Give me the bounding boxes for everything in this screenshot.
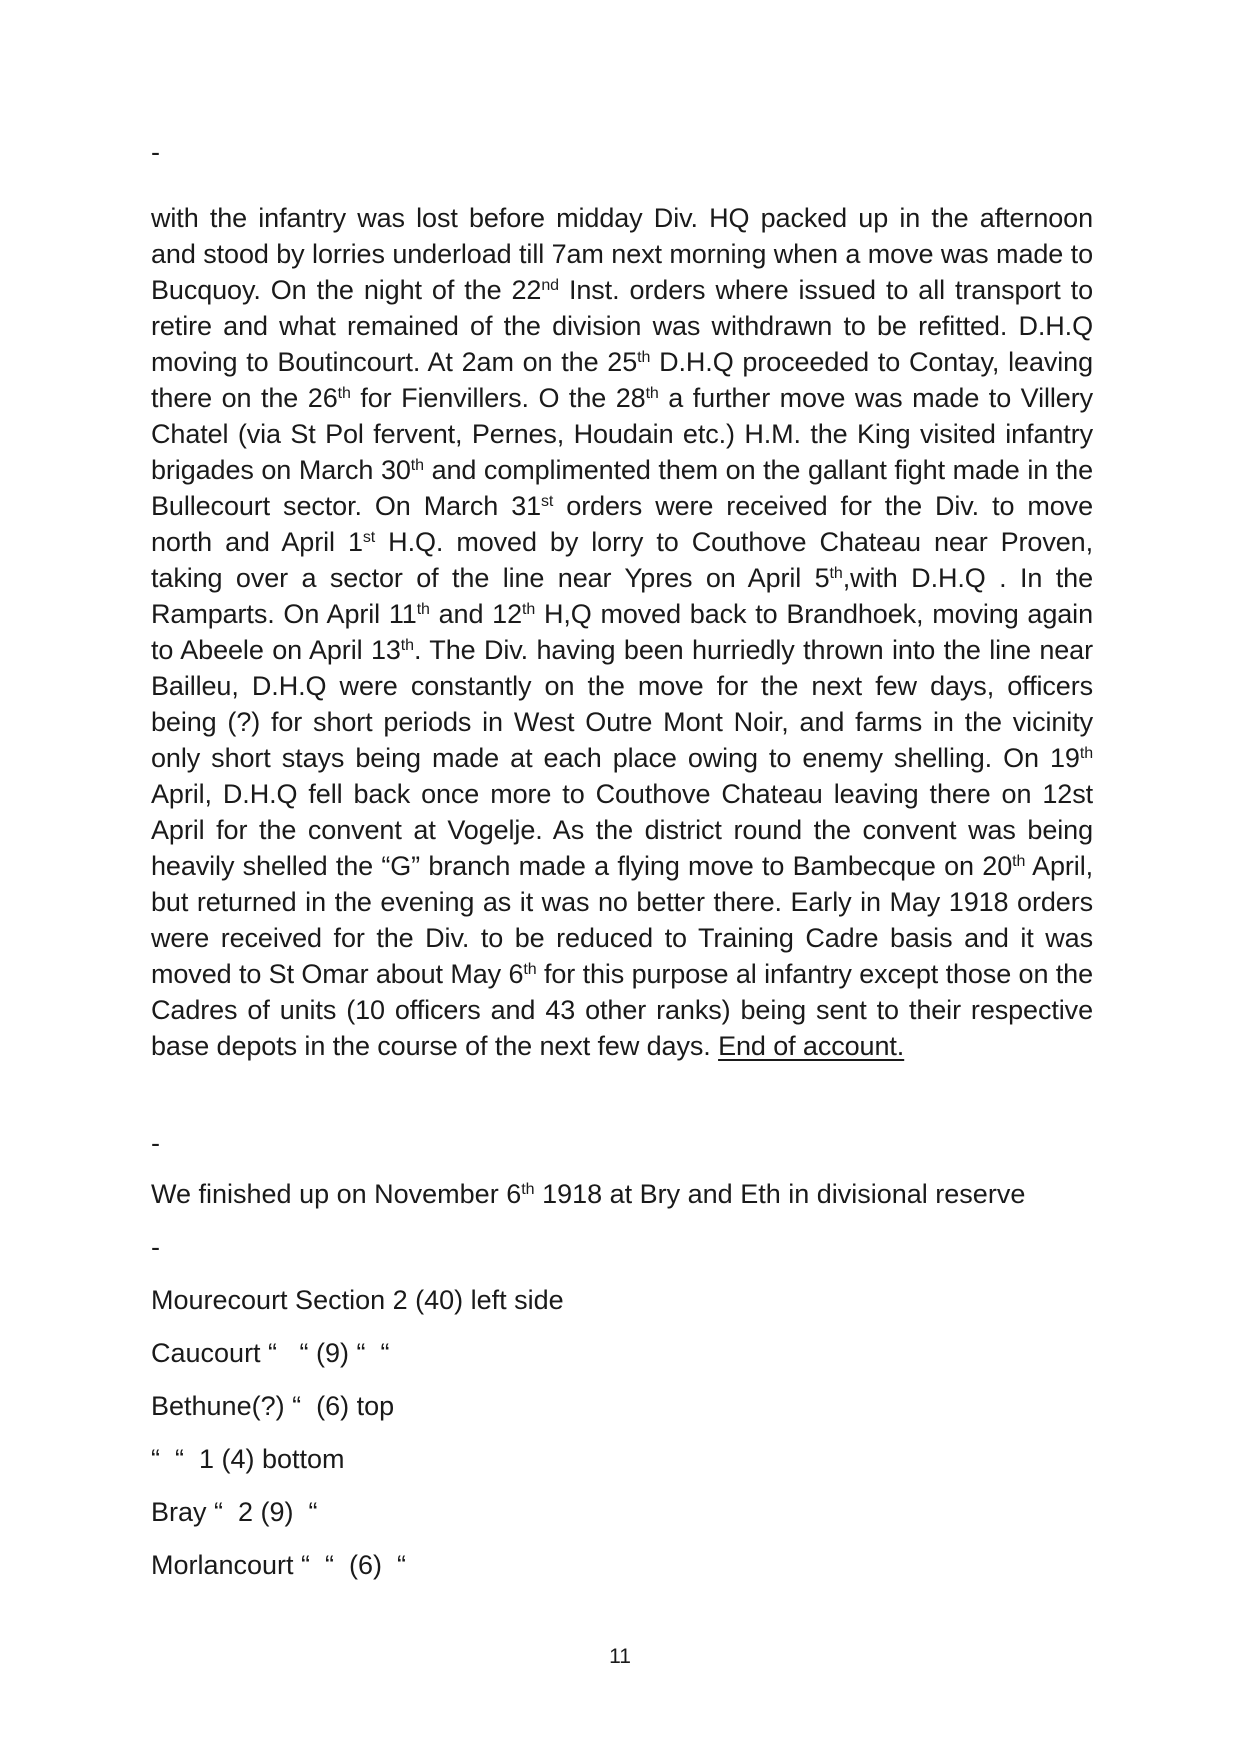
text-span: and complimented them on the gallant fight made in the Bullecourt sector. On March 31: [151, 455, 1093, 521]
location-line: Caucourt “ “ (9) “ “: [151, 1338, 390, 1368]
superscript: th: [521, 1181, 535, 1198]
superscript: st: [362, 529, 376, 546]
text-span: . The Div. having been hurriedly thrown into the line near Bailleu, D.H.Q were constantly on the move for the next few days, officers being (?) for short periods in West Outre Mont Noir, and farms in the vicinity only short stays being made at each place owing to enemy shelling. On 19: [151, 635, 1093, 773]
location-line: Bray “ 2 (9) “: [151, 1497, 318, 1527]
main-paragraph: [151, 200, 1093, 1064]
text-span: 1918 at Bry and Eth in divisional reserve: [534, 1179, 1026, 1209]
superscript: th: [637, 349, 651, 366]
superscript: nd: [541, 277, 559, 294]
separator-dash: -: [151, 1232, 160, 1262]
text-span: orders were received for the Div. to move north and April 1: [151, 491, 1093, 557]
text-span: We finished up on November 6: [151, 1179, 522, 1209]
text-span: Inst. orders where issued to all transport to retire and what remained of the division was withdrawn to be refitted. D.H.Q moving to Boutincourt. At 2am on the 25: [151, 275, 1093, 377]
text-span: April, but returned in the evening as it was no better there. Early in May 1918 orders were received for the Div. to be reduced to Training Cadre basis and it was moved to St Omar about May 6: [151, 851, 1094, 989]
location-line: “ “ 1 (4) bottom: [151, 1444, 345, 1474]
text-span: H.Q. moved by lorry to Couthove Chateau near Proven, taking over a sector of the line near Ypres on April 5: [151, 527, 1093, 593]
page-number: 11: [609, 1645, 631, 1668]
superscript: th: [416, 601, 430, 618]
location-line: Bethune(?) “ (6) top: [151, 1391, 395, 1421]
superscript: th: [523, 961, 537, 978]
end-of-account-note: End of account.: [718, 1031, 905, 1061]
separator-dash: -: [151, 1128, 160, 1158]
superscript: th: [337, 385, 351, 402]
superscript: th: [829, 565, 843, 582]
text-span: and 12: [429, 599, 523, 629]
superscript: th: [522, 601, 536, 618]
superscript: th: [645, 385, 659, 402]
text-span: April, D.H.Q fell back once more to Couthove Chateau leaving there on 12st April for the convent at Vogelje. As the district round the convent was being heavily shelled the “G” branch made a flying move to Bambecque on 20: [151, 779, 1093, 881]
location-line: Mourecourt Section 2 (40) left side: [151, 1285, 564, 1315]
superscript: th: [400, 637, 414, 654]
text-span: for Fienvillers. O the 28: [350, 383, 646, 413]
text-span: H,Q moved back to Brandhoek, moving again to Abeele on April 13: [151, 599, 1093, 665]
text-span: ,with D.H.Q . In the Ramparts. On April 11: [151, 563, 1093, 629]
superscript: th: [1012, 853, 1026, 870]
superscript: st: [541, 493, 554, 510]
text-span: D.H.Q proceeded to Contay, leaving there on the 26: [151, 347, 1093, 413]
superscript: th: [410, 457, 424, 474]
location-line: Morlancourt “ “ (6) “: [151, 1550, 407, 1580]
text-span: a further move was made to Villery Chatel (via St Pol fervent, Pernes, Houdain etc.) H.M. the King visited infantry brigades on March 30: [151, 383, 1093, 485]
superscript: th: [1079, 745, 1093, 762]
finish-line: [151, 1176, 1025, 1212]
text-span: for this purpose al infantry except those on the Cadres of units (10 officers and 43 other ranks) being sent to their respective base depots in the course of the next few days.: [151, 959, 1093, 1061]
separator-dash: -: [151, 137, 160, 167]
text-span: with the infantry was lost before midday Div. HQ packed up in the afternoon and stood by lorries underload till 7am next morning when a move was made to Bucquoy. On the night of the 22: [151, 203, 1093, 305]
